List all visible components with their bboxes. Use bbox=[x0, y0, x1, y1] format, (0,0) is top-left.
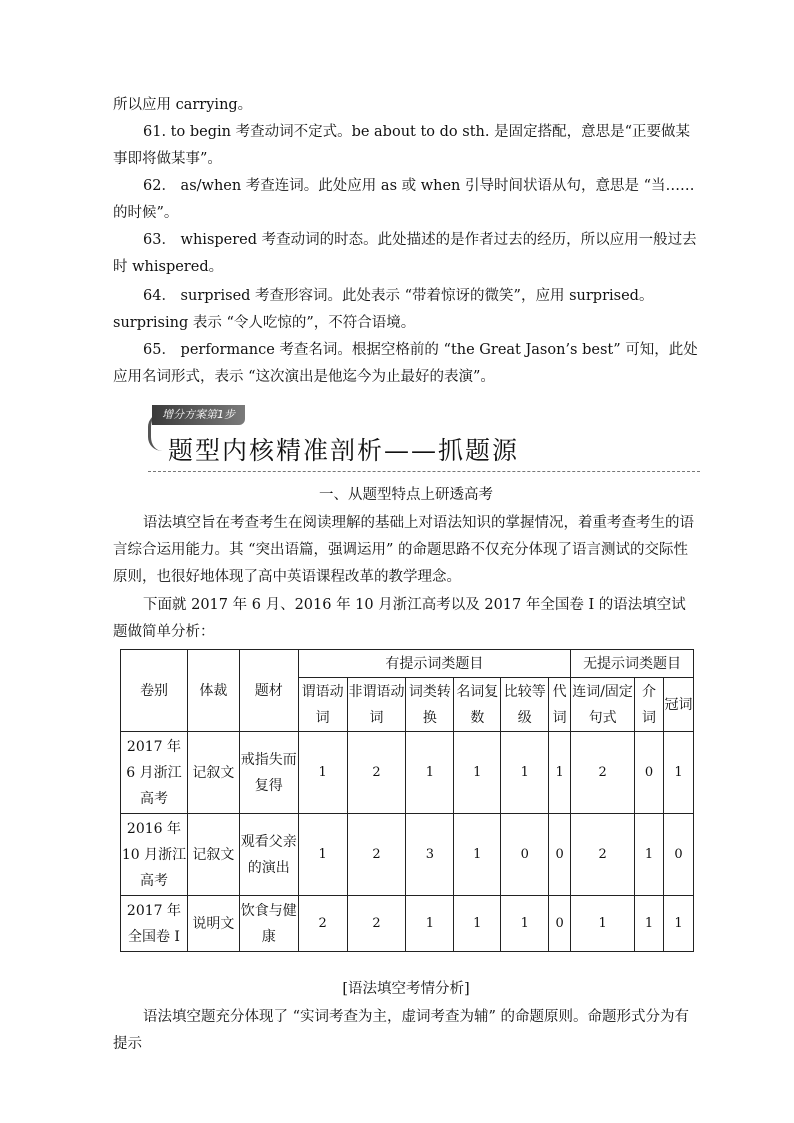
cell-value: 1 bbox=[635, 814, 664, 896]
cell-value: 2 bbox=[298, 896, 347, 952]
header-genre: 体裁 bbox=[187, 650, 239, 732]
table-row bbox=[121, 896, 694, 952]
banner-divider bbox=[148, 471, 700, 472]
analysis-paragraph: 语法填空题充分体现了 “实词考查为主，虚词考查为辅” 的命题原则。命题形式分为有提示 bbox=[113, 1009, 690, 1052]
cell-value: 0 bbox=[549, 896, 571, 952]
answer-line-carrying: 所以应用 carrying。 bbox=[113, 97, 253, 113]
header-topic: 题材 bbox=[239, 650, 298, 732]
cell-value: 1 bbox=[454, 814, 501, 896]
answer-63: 63． whispered 考查动词的时态。此处描述的是作者过去的经历，所以应用一般过去时 whispered。 bbox=[113, 232, 697, 275]
header-group-nohint: 无提示词类题目 bbox=[571, 650, 694, 678]
cell-value: 2 bbox=[571, 732, 635, 814]
cell-value: 1 bbox=[571, 896, 635, 952]
header-paper: 卷别 bbox=[121, 650, 188, 732]
cell-value: 1 bbox=[406, 896, 454, 952]
cell-value: 1 bbox=[454, 896, 501, 952]
cell-value: 1 bbox=[663, 732, 693, 814]
cell-value: 1 bbox=[549, 732, 571, 814]
section-heading: 一、从题型特点上研透高考 bbox=[319, 487, 493, 503]
table-row bbox=[121, 814, 694, 896]
section-banner bbox=[148, 405, 700, 475]
table-row bbox=[121, 732, 694, 814]
cell-value: 0 bbox=[635, 732, 664, 814]
cell-value: 0 bbox=[663, 814, 693, 896]
answer-61: 61. to begin 考查动词不定式。be about to do sth. 是固定搭配，意思是“正要做某事即将做某事”。 bbox=[113, 124, 690, 167]
cell-value: 1 bbox=[454, 732, 501, 814]
header-col: 代词 bbox=[549, 678, 571, 732]
banner-title: 题型内核精准剖析——抓题源 bbox=[168, 436, 520, 465]
cell-value: 1 bbox=[663, 896, 693, 952]
cell-value: 2 bbox=[347, 732, 406, 814]
header-col: 介词 bbox=[635, 678, 664, 732]
header-col: 比较等级 bbox=[501, 678, 549, 732]
header-col: 谓语动词 bbox=[298, 678, 347, 732]
header-col: 名词复数 bbox=[454, 678, 501, 732]
banner-badge: 增分方案第1步 bbox=[152, 405, 245, 425]
cell-value: 0 bbox=[549, 814, 571, 896]
cell-value: 2 bbox=[347, 896, 406, 952]
intro-paragraph: 语法填空旨在考查考生在阅读理解的基础上对语法知识的掌握情况，着重考查考生的语言综合运用能力。其 “突出语篇，强调运用” 的命题思路不仅充分体现了语言测试的交际性原则，也很好地体现了高中英语课程改革的教学理念。 bbox=[113, 515, 694, 585]
cell-value: 1 bbox=[501, 732, 549, 814]
cell-topic: 饮食与健康 bbox=[239, 896, 298, 952]
cell-value: 0 bbox=[501, 814, 549, 896]
answer-62: 62． as/when 考查连词。此处应用 as 或 when 引导时间状语从句，意思是 “当……的时候”。 bbox=[113, 178, 695, 221]
grammar-stats-table bbox=[120, 649, 694, 952]
cell-value: 2 bbox=[347, 814, 406, 896]
cell-value: 3 bbox=[406, 814, 454, 896]
cell-genre: 记叙文 bbox=[187, 814, 239, 896]
header-col: 词类转换 bbox=[406, 678, 454, 732]
cell-value: 1 bbox=[406, 732, 454, 814]
cell-paper: 2016 年 10 月浙江高考 bbox=[121, 814, 188, 896]
header-col: 冠词 bbox=[663, 678, 693, 732]
answer-64: 64． surprised 考查形容词。此处表示 “带着惊讶的微笑”，应用 surprised。surprising 表示 “令人吃惊的”，不符合语境。 bbox=[113, 288, 654, 331]
cell-value: 1 bbox=[298, 814, 347, 896]
header-col: 非谓语动词 bbox=[347, 678, 406, 732]
cell-topic: 观看父亲的演出 bbox=[239, 814, 298, 896]
cell-value: 2 bbox=[571, 814, 635, 896]
cell-genre: 记叙文 bbox=[187, 732, 239, 814]
header-col: 连词/固定句式 bbox=[571, 678, 635, 732]
cell-value: 1 bbox=[298, 732, 347, 814]
analysis-title: [语法填空考情分析] bbox=[342, 981, 470, 997]
cell-paper: 2017 年 6 月浙江高考 bbox=[121, 732, 188, 814]
cell-genre: 说明文 bbox=[187, 896, 239, 952]
answer-65: 65． performance 考查名词。根据空格前的 “the Great Jason’s best” 可知，此处应用名词形式，表示 “这次演出是他迄今为止最好的表演”。 bbox=[113, 342, 698, 385]
cell-paper: 2017 年全国卷 Ⅰ bbox=[121, 896, 188, 952]
cell-topic: 戒指失而复得 bbox=[239, 732, 298, 814]
cell-value: 1 bbox=[635, 896, 664, 952]
header-group-hint: 有提示词类题目 bbox=[298, 650, 570, 678]
cell-value: 1 bbox=[501, 896, 549, 952]
table-intro-paragraph: 下面就 2017 年 6 月、2016 年 10 月浙江高考以及 2017 年全国卷 Ⅰ 的语法填空试题做简单分析： bbox=[113, 597, 686, 640]
